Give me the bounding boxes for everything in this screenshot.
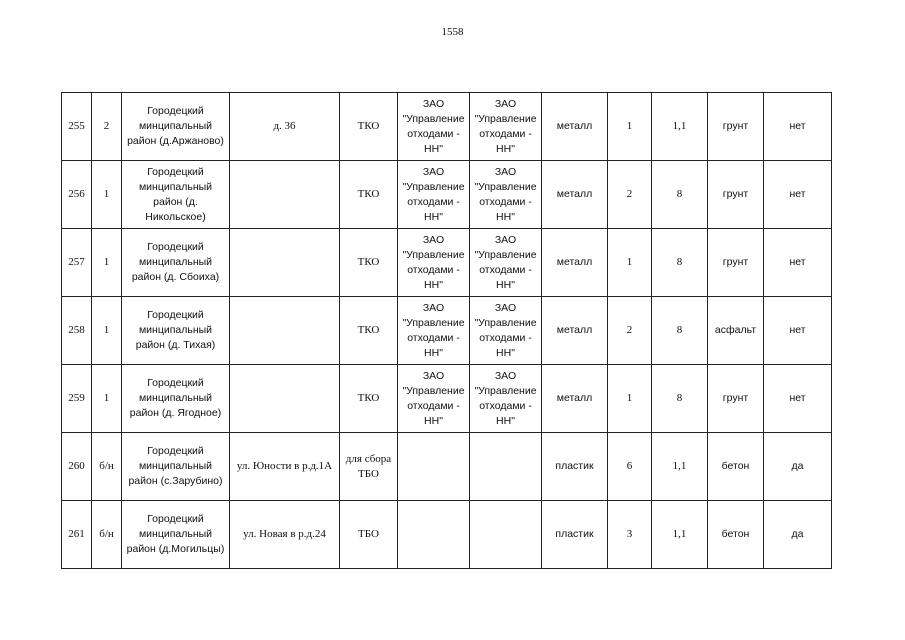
operator-cell: [470, 501, 542, 569]
district-cell: Городецкий минципальный район (д. Ягодное): [122, 365, 230, 433]
surface-cell: бетон: [708, 433, 764, 501]
operator-cell: ЗАО "Управление отходами - НН": [470, 161, 542, 229]
row-count: 1: [92, 161, 122, 229]
owner-cell: ЗАО "Управление отходами - НН": [398, 229, 470, 297]
waste-type-cell: для сбора ТБО: [340, 433, 398, 501]
row-number: 260: [62, 433, 92, 501]
volume-cell: 1,1: [652, 93, 708, 161]
waste-type-cell: ТКО: [340, 229, 398, 297]
fence-cell: нет: [764, 229, 832, 297]
waste-type-cell: ТКО: [340, 365, 398, 433]
row-count: 1: [92, 297, 122, 365]
volume-cell: 8: [652, 161, 708, 229]
fence-cell: нет: [764, 297, 832, 365]
operator-cell: [470, 433, 542, 501]
waste-type-cell: ТКО: [340, 297, 398, 365]
table-body: [62, 93, 832, 569]
owner-cell: ЗАО "Управление отходами - НН": [398, 161, 470, 229]
district-cell: Городецкий минципальный район (с.Зарубино): [122, 433, 230, 501]
owner-cell: [398, 433, 470, 501]
fence-cell: нет: [764, 93, 832, 161]
address-cell: д. 36: [230, 93, 340, 161]
table-row: [62, 229, 832, 297]
waste-sites-table: [61, 92, 832, 569]
row-number: 257: [62, 229, 92, 297]
address-cell: [230, 365, 340, 433]
owner-cell: ЗАО "Управление отходами - НН": [398, 93, 470, 161]
row-number: 255: [62, 93, 92, 161]
operator-cell: ЗАО "Управление отходами - НН": [470, 93, 542, 161]
material-cell: металл: [542, 161, 608, 229]
surface-cell: асфальт: [708, 297, 764, 365]
containers-cell: 3: [608, 501, 652, 569]
waste-type-cell: ТБО: [340, 501, 398, 569]
operator-cell: ЗАО "Управление отходами - НН": [470, 365, 542, 433]
fence-cell: нет: [764, 161, 832, 229]
table-row: [62, 501, 832, 569]
owner-cell: [398, 501, 470, 569]
surface-cell: грунт: [708, 365, 764, 433]
operator-cell: ЗАО "Управление отходами - НН": [470, 297, 542, 365]
containers-cell: 1: [608, 229, 652, 297]
district-cell: Городецкий минципальный район (д. Тихая): [122, 297, 230, 365]
table-row: [62, 297, 832, 365]
material-cell: пластик: [542, 501, 608, 569]
operator-cell: ЗАО "Управление отходами - НН": [470, 229, 542, 297]
containers-cell: 2: [608, 297, 652, 365]
table-row: [62, 93, 832, 161]
volume-cell: 1,1: [652, 433, 708, 501]
table-row: [62, 433, 832, 501]
district-cell: Городецкий минципальный район (д.Могильцы): [122, 501, 230, 569]
material-cell: металл: [542, 365, 608, 433]
containers-cell: 2: [608, 161, 652, 229]
district-cell: Городецкий минципальный район (д. Сбоиха): [122, 229, 230, 297]
address-cell: ул. Новая в р.д.24: [230, 501, 340, 569]
surface-cell: грунт: [708, 161, 764, 229]
volume-cell: 1,1: [652, 501, 708, 569]
containers-cell: 6: [608, 433, 652, 501]
surface-cell: грунт: [708, 229, 764, 297]
surface-cell: грунт: [708, 93, 764, 161]
district-cell: Городецкий минципальный район (д. Никольское): [122, 161, 230, 229]
row-count: б/н: [92, 501, 122, 569]
material-cell: металл: [542, 93, 608, 161]
address-cell: [230, 161, 340, 229]
material-cell: металл: [542, 297, 608, 365]
page-number: 1558: [441, 26, 464, 38]
volume-cell: 8: [652, 365, 708, 433]
row-number: 259: [62, 365, 92, 433]
containers-cell: 1: [608, 365, 652, 433]
material-cell: металл: [542, 229, 608, 297]
waste-type-cell: ТКО: [340, 93, 398, 161]
waste-type-cell: ТКО: [340, 161, 398, 229]
containers-cell: 1: [608, 93, 652, 161]
table-row: [62, 365, 832, 433]
fence-cell: нет: [764, 365, 832, 433]
fence-cell: да: [764, 501, 832, 569]
row-number: 261: [62, 501, 92, 569]
address-cell: [230, 229, 340, 297]
volume-cell: 8: [652, 297, 708, 365]
address-cell: ул. Юности в р.д.1А: [230, 433, 340, 501]
volume-cell: 8: [652, 229, 708, 297]
row-count: б/н: [92, 433, 122, 501]
row-count: 1: [92, 365, 122, 433]
material-cell: пластик: [542, 433, 608, 501]
address-cell: [230, 297, 340, 365]
surface-cell: бетон: [708, 501, 764, 569]
row-number: 256: [62, 161, 92, 229]
row-count: 1: [92, 229, 122, 297]
table-row: [62, 161, 832, 229]
fence-cell: да: [764, 433, 832, 501]
district-cell: Городецкий минципальный район (д.Аржаново): [122, 93, 230, 161]
row-count: 2: [92, 93, 122, 161]
owner-cell: ЗАО "Управление отходами - НН": [398, 297, 470, 365]
owner-cell: ЗАО "Управление отходами - НН": [398, 365, 470, 433]
row-number: 258: [62, 297, 92, 365]
